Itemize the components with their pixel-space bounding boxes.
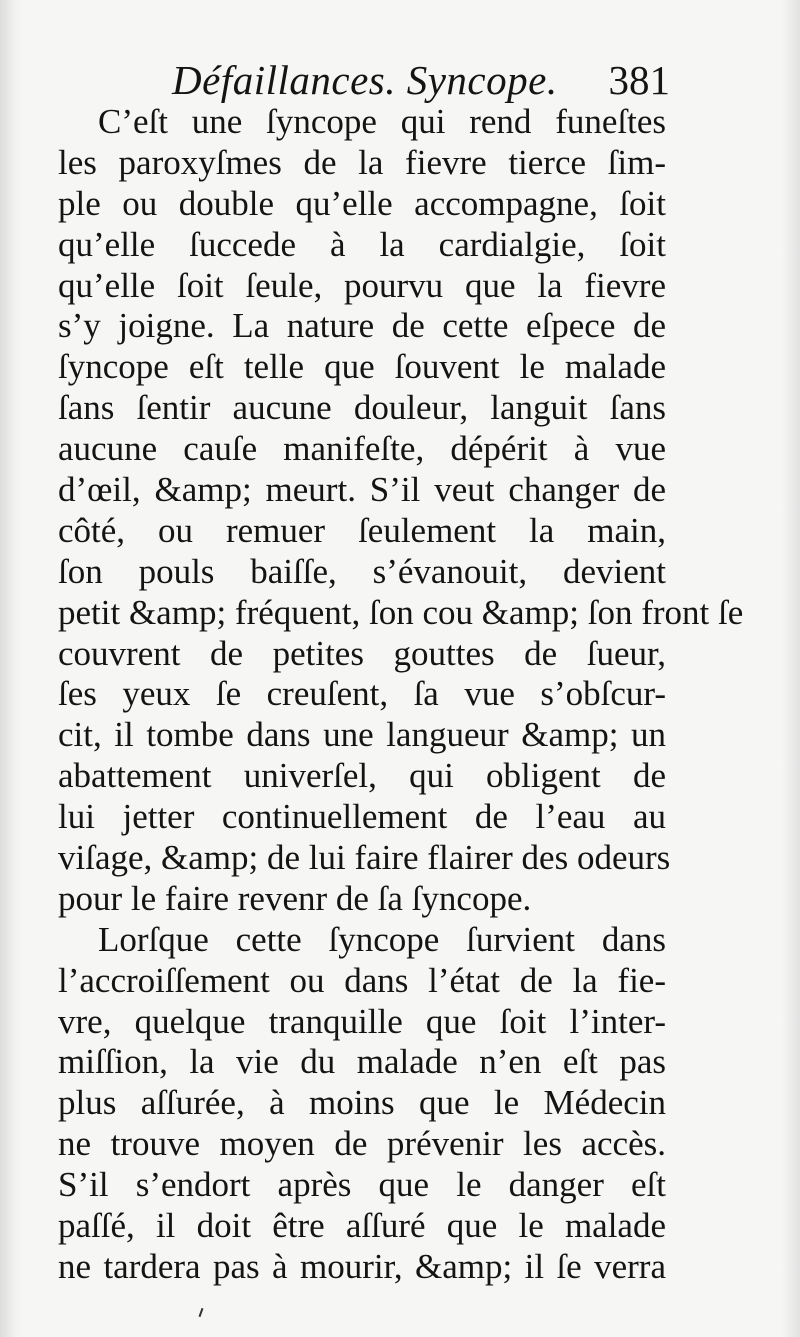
text-line: ple ou double qu’elle accompagne, ſoit: [58, 183, 666, 223]
text-line: qu’elle ſoit ſeule, pourvu que la fievre: [58, 265, 666, 305]
text-line: ſes yeux ſe creuſent, ſa vue s’obſcur-: [58, 674, 666, 714]
text-line: C’eſt une ſyncope qui rend funeſtes: [98, 102, 666, 141]
text-line: l’accroiſſement ou dans l’état de la fie-: [58, 960, 666, 1000]
page-edge-shadow: [782, 0, 800, 1337]
text-line: couvrent de petites gouttes de ſueur,: [58, 633, 666, 673]
text-line: lui jetter continuellement de l’eau au: [58, 797, 666, 837]
text-line: vre, quelque tranquille que ſoit l’inter-: [58, 1001, 666, 1041]
text-line: plus aſſurée, à moins que le Médecin: [58, 1083, 666, 1123]
text-line: miſſion, la vie du malade n’en eſt pas: [58, 1042, 666, 1082]
body-text: [58, 102, 744, 1288]
text-line: cit, il tombe dans une langueur &amp; un: [58, 715, 666, 755]
text-line: qu’elle ſuccede à la cardialgie, ſoit: [58, 224, 666, 264]
text-line: aucune cauſe manifeſte, dépérit à vue: [58, 429, 666, 469]
text-line: S’il s’endort après que le danger eſt: [58, 1165, 666, 1205]
text-line: ſans ſentir aucune douleur, languit ſans: [58, 388, 666, 428]
page-number: 381: [608, 57, 670, 103]
text-line: Lorſque cette ſyncope ſurvient dans: [98, 919, 666, 959]
text-line: s’y joigne. La nature de cette eſpece de: [58, 306, 666, 346]
running-title: Défaillances. Syncope.: [172, 57, 558, 103]
text-line: les paroxyſmes de la fievre tierce ſim-: [58, 142, 666, 182]
text-line: paſſé, il doit être aſſuré que le malade: [58, 1206, 666, 1246]
ink-speck: [199, 1308, 204, 1317]
text-line: pour le faire revenr de ſa ſyncope.: [58, 878, 532, 918]
text-line: viſage, &amp; de lui faire flairer des odeurs: [58, 838, 671, 878]
text-line: ſyncope eſt telle que ſouvent le malade: [58, 347, 666, 387]
text-line: petit &amp; fréquent, ſon cou &amp; ſon front ſe: [58, 592, 744, 632]
text-line: ne trouve moyen de prévenir les accès.: [58, 1124, 666, 1164]
text-line: côté, ou remuer ſeulement la main,: [58, 510, 666, 550]
text-line: ſon pouls baiſſe, s’évanouit, devient: [58, 551, 666, 591]
text-line: d’œil, &amp; meurt. S’il veut changer de: [58, 470, 666, 510]
text-line: ne tardera pas à mourir, &amp; il ſe verra: [58, 1246, 666, 1286]
text-line: abattement univerſel, qui obligent de: [58, 756, 666, 796]
page-gutter-shadow: [0, 0, 22, 1337]
